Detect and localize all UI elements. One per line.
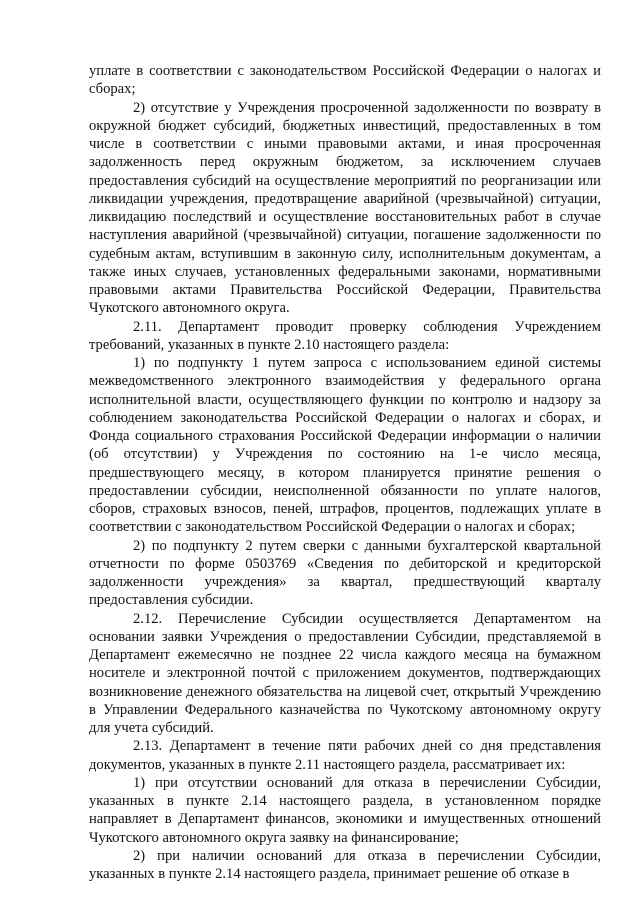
paragraph-2-12: 2.12. Перечисление Субсидии осуществляется Департаментом на основании заявки Учреждения о предоставлении Субсидии, представляемой в Департамент ежемесячно не позднее 22 числа каждого месяца на бумажном носителе и электронной почтой с приложением документов, подтверждающих возникновение денежного обязательства на лицевой счет, открытый Учреждению в Управлении Федерального казначейства по Чукотскому автономному округу для учета субсидий.	[89, 610, 601, 736]
document-body	[89, 62, 601, 883]
paragraph-2-11-item-1: 1) по подпункту 1 путем запроса с использованием единой системы межведомственного электронного взаимодействия у федерального органа исполнительной власти, осуществляющего функции по контролю и надзору за соблюдением законодательства Российской Федерации о налогах и сборах, и Фонда социального страхования Российской Федерации информации о наличии (об отсутствии) у Учреждения по состоянию на 1-е число месяца, предшествующего месяцу, в котором планируется принятие решения о предоставлении субсидии, неисполненной обязанности по уплате налогов, сборов, страховых взносов, пеней, штрафов, процентов, подлежащих уплате в соответствии с законодательством Российской Федерации о налогах и сборах;	[89, 355, 601, 536]
paragraph-subitem-2-debt: 2) отсутствие у Учреждения просроченной задолженности по возврату в окружной бюджет субсидий, бюджетных инвестиций, предоставленных в том числе в соответствии с иными правовыми актами, и иная просроченная задолженность перед окружным бюджетом, за исключением случаев предоставления субсидий на осуществление мероприятий по реорганизации или ликвидации учреждения, предотвращение аварийной (чрезвычайной) ситуации, ликвидацию последствий и осуществление восстановительных работ в случае наступления аварийной (чрезвычайной) ситуации, погашение задолженности по судебным актам, вступившим в законную силу, исполнительным документам, а также иных случаев, установленных федеральными законами, нормативными правовыми актами Правительства Российской Федерации, Правительства Чукотского автономного округа.	[89, 99, 601, 317]
paragraph-2-11: 2.11. Департамент проводит проверку соблюдения Учреждением требований, указанных в пункте 2.10 настоящего раздела:	[89, 318, 601, 353]
paragraph-continuation: уплате в соответствии с законодательством Российской Федерации о налогах и сборах;	[89, 63, 601, 98]
paragraph-2-13-item-1: 1) при отсутствии оснований для отказа в перечислении Субсидии, указанных в пункте 2.14 настоящего раздела, в установленном порядке направляет в Департамент финансов, экономики и имущественных отношений Чукотского автономного округа заявку на финансирование;	[89, 774, 601, 846]
paragraph-2-11-item-2: 2) по подпункту 2 путем сверки с данными бухгалтерской квартальной отчетности по форме 0503769 «Сведения по дебиторской и кредиторской задолженности учреждения» за квартал, предшествующий кварталу предоставления субсидии.	[89, 537, 601, 609]
paragraph-2-13-item-2: 2) при наличии оснований для отказа в перечислении Субсидии, указанных в пункте 2.14 настоящего раздела, принимает решение об отказе в	[89, 847, 601, 882]
paragraph-2-13: 2.13. Департамент в течение пяти рабочих дней со дня представления документов, указанных в пункте 2.11 настоящего раздела, рассматривает их:	[89, 738, 601, 773]
